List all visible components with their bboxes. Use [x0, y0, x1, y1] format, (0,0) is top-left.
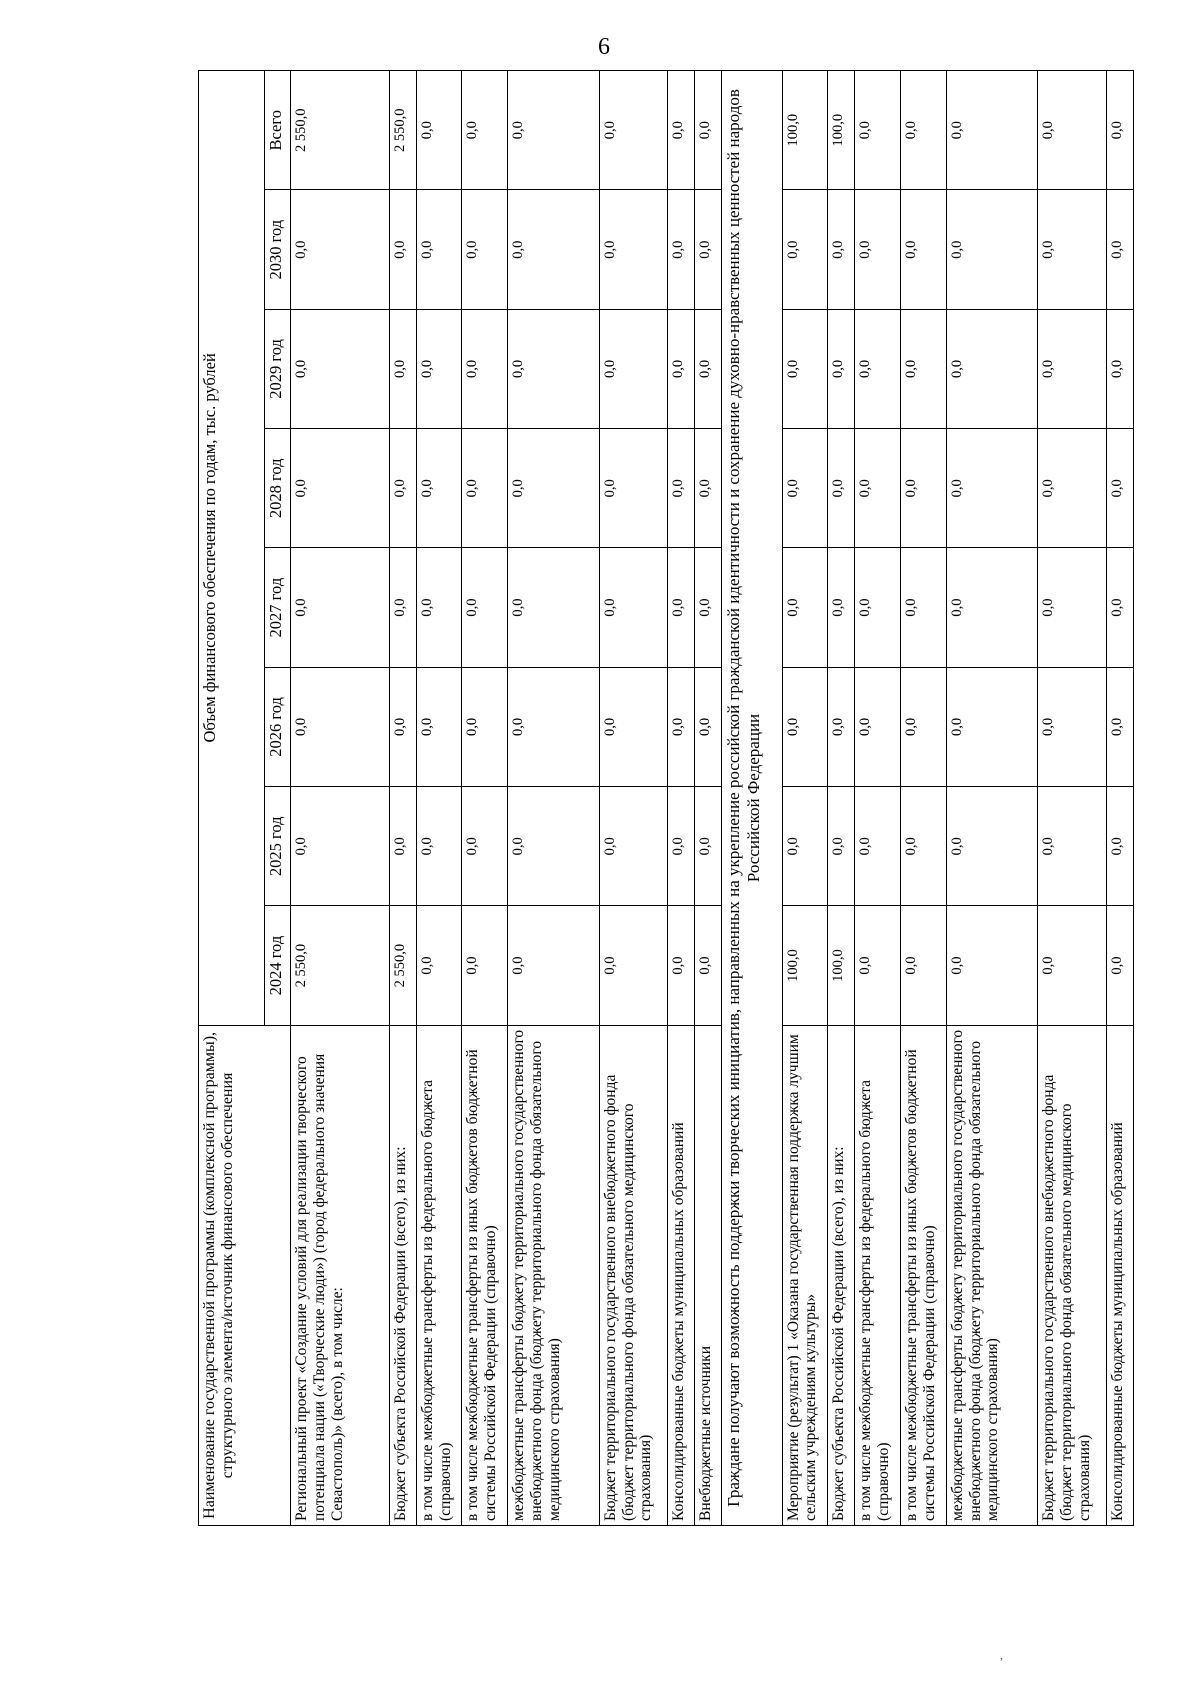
value-cell: 0,0: [389, 429, 416, 548]
value-cell: 0,0: [695, 787, 722, 906]
value-cell: 2 550,0: [291, 906, 390, 1025]
year-header: 2030 год: [265, 190, 291, 309]
table-row: [695, 71, 722, 1526]
value-cell: 0,0: [462, 429, 508, 548]
value-cell: 0,0: [946, 906, 1037, 1025]
value-cell: 0,0: [416, 190, 462, 309]
value-cell: 0,0: [291, 190, 390, 309]
row-label: Бюджет территориального государственного внебюджетного фонда (бюджет территориального фонда обязательного медицинского страхования): [599, 1025, 668, 1525]
value-cell: 0,0: [599, 548, 668, 667]
value-cell: 0,0: [782, 667, 828, 786]
value-cell: 0,0: [389, 190, 416, 309]
row-label: Бюджет территориального государственного внебюджетного фонда (бюджет территориального фонда обязательного медицинского страхования): [1038, 1025, 1107, 1525]
value-cell: 0,0: [782, 190, 828, 309]
value-cell: 0,0: [946, 429, 1037, 548]
value-cell: 0,0: [416, 667, 462, 786]
value-cell: 0,0: [508, 906, 599, 1025]
table-row: [462, 71, 508, 1526]
value-cell: 0,0: [901, 309, 947, 428]
value-cell: 0,0: [416, 429, 462, 548]
value-cell: 0,0: [1106, 548, 1133, 667]
row-label: Бюджет субъекта Российской Федерации (всего), из них:: [828, 1025, 855, 1525]
table-row: [901, 71, 947, 1526]
year-header: 2027 год: [265, 548, 291, 667]
value-cell: 0,0: [462, 667, 508, 786]
value-cell: 0,0: [462, 548, 508, 667]
value-cell: 0,0: [855, 309, 901, 428]
row-label: Региональный проект «Создание условий для реализации творческого потенциала нации («Творческие люди») (город федерального значения Севастополь)» (всего), в том числе:: [291, 1025, 390, 1525]
value-cell: 0,0: [828, 787, 855, 906]
value-cell: 0,0: [782, 548, 828, 667]
scan-mark: ,: [1000, 1648, 1003, 1662]
value-cell: 0,0: [668, 309, 695, 428]
rotated-table-container: [198, 70, 1134, 1526]
total-cell: 0,0: [416, 71, 462, 190]
row-label: в том числе межбюджетные трансферты из федерального бюджета (справочно): [855, 1025, 901, 1525]
value-cell: 0,0: [855, 787, 901, 906]
value-cell: 0,0: [828, 548, 855, 667]
table-row: [416, 71, 462, 1526]
table-row: [828, 71, 855, 1526]
value-cell: 0,0: [901, 906, 947, 1025]
value-cell: 0,0: [1038, 309, 1107, 428]
value-cell: 0,0: [1106, 190, 1133, 309]
value-cell: 0,0: [1038, 906, 1107, 1025]
total-cell: 0,0: [1106, 71, 1133, 190]
table-row: [389, 71, 416, 1526]
total-cell: 2 550,0: [389, 71, 416, 190]
year-header: 2029 год: [265, 309, 291, 428]
value-cell: 0,0: [1106, 309, 1133, 428]
value-cell: 0,0: [508, 190, 599, 309]
name-column-header: Наименование государственной программы (комплексной программы), структурного элемента/источник финансового обеспечения: [199, 1025, 291, 1525]
table-row: [291, 71, 390, 1526]
total-cell: 2 550,0: [291, 71, 390, 190]
value-cell: 0,0: [668, 667, 695, 786]
value-cell: 0,0: [416, 548, 462, 667]
financing-table: [198, 70, 1134, 1526]
total-cell: 0,0: [508, 71, 599, 190]
value-cell: 0,0: [946, 667, 1037, 786]
row-label: Бюджет субъекта Российской Федерации (всего), из них:: [389, 1025, 416, 1525]
table-row: [946, 71, 1037, 1526]
value-cell: 0,0: [901, 787, 947, 906]
value-cell: 0,0: [508, 429, 599, 548]
value-cell: 0,0: [946, 190, 1037, 309]
value-cell: 0,0: [508, 667, 599, 786]
page-number: 6: [598, 34, 610, 60]
value-cell: 0,0: [695, 667, 722, 786]
value-cell: 0,0: [389, 548, 416, 667]
value-cell: 0,0: [828, 667, 855, 786]
value-cell: 0,0: [901, 667, 947, 786]
value-cell: 100,0: [782, 906, 828, 1025]
value-cell: 0,0: [828, 190, 855, 309]
total-cell: 0,0: [855, 71, 901, 190]
value-cell: 0,0: [599, 309, 668, 428]
value-cell: 0,0: [668, 548, 695, 667]
value-cell: 0,0: [599, 906, 668, 1025]
value-cell: 0,0: [508, 787, 599, 906]
value-cell: 0,0: [1038, 190, 1107, 309]
value-cell: 0,0: [1106, 787, 1133, 906]
value-cell: 0,0: [855, 906, 901, 1025]
value-cell: 0,0: [901, 548, 947, 667]
total-cell: 0,0: [668, 71, 695, 190]
table-row: [508, 71, 599, 1526]
value-cell: 0,0: [1106, 429, 1133, 548]
value-cell: 0,0: [1106, 906, 1133, 1025]
value-cell: 0,0: [828, 309, 855, 428]
table-row: [599, 71, 668, 1526]
row-label: в том числе межбюджетные трансферты из иных бюджетов бюджетной системы Российской Федерации (справочно): [462, 1025, 508, 1525]
value-cell: 0,0: [1038, 667, 1107, 786]
value-cell: 0,0: [782, 309, 828, 428]
row-label: в том числе межбюджетные трансферты из иных бюджетов бюджетной системы Российской Федерации (справочно): [901, 1025, 947, 1525]
total-cell: 0,0: [1038, 71, 1107, 190]
table-row: [668, 71, 695, 1526]
value-cell: 0,0: [462, 906, 508, 1025]
total-cell: 0,0: [946, 71, 1037, 190]
table-row: [782, 71, 828, 1526]
table-row: [1038, 71, 1107, 1526]
value-cell: 0,0: [855, 548, 901, 667]
value-cell: 0,0: [855, 667, 901, 786]
value-cell: 0,0: [946, 309, 1037, 428]
row-label: Мероприятие (результат) 1 «Оказана государственная поддержка лучшим сельским учреждениям культуры»: [782, 1025, 828, 1525]
value-cell: 0,0: [782, 429, 828, 548]
section-title: Граждане получают возможность поддержки творческих инициатив, направленных на укрепление российской гражданской идентичности и сохранение духовно-нравственных ценностей народов Российской Федерации: [722, 71, 782, 1526]
value-cell: 0,0: [946, 787, 1037, 906]
value-cell: 0,0: [946, 548, 1037, 667]
value-cell: 0,0: [462, 309, 508, 428]
value-cell: 0,0: [389, 667, 416, 786]
row-label: Консолидированные бюджеты муниципальных образований: [668, 1025, 695, 1525]
value-cell: 0,0: [668, 429, 695, 548]
value-cell: 0,0: [291, 429, 390, 548]
value-cell: 0,0: [901, 429, 947, 548]
value-cell: 0,0: [508, 309, 599, 428]
value-cell: 0,0: [599, 787, 668, 906]
value-cell: 0,0: [1038, 429, 1107, 548]
value-cell: 0,0: [1038, 548, 1107, 667]
value-cell: 0,0: [416, 309, 462, 428]
value-cell: 100,0: [828, 906, 855, 1025]
value-cell: 0,0: [291, 787, 390, 906]
value-cell: 0,0: [695, 309, 722, 428]
table-row: [855, 71, 901, 1526]
value-cell: 0,0: [389, 309, 416, 428]
value-cell: 0,0: [508, 548, 599, 667]
value-cell: 2 550,0: [389, 906, 416, 1025]
value-cell: 0,0: [416, 906, 462, 1025]
value-cell: 0,0: [695, 548, 722, 667]
value-cell: 0,0: [695, 190, 722, 309]
value-cell: 0,0: [695, 906, 722, 1025]
value-cell: 0,0: [599, 429, 668, 548]
table-row: [1106, 71, 1133, 1526]
value-cell: 0,0: [695, 429, 722, 548]
row-label: Консолидированные бюджеты муниципальных образований: [1106, 1025, 1133, 1525]
value-cell: 0,0: [782, 787, 828, 906]
total-cell: 100,0: [782, 71, 828, 190]
value-cell: 0,0: [828, 429, 855, 548]
value-cell: 0,0: [599, 667, 668, 786]
value-cell: 0,0: [668, 787, 695, 906]
value-cell: 0,0: [291, 548, 390, 667]
value-cell: 0,0: [462, 190, 508, 309]
value-cell: 0,0: [416, 787, 462, 906]
value-cell: 0,0: [668, 190, 695, 309]
year-header: 2025 год: [265, 787, 291, 906]
row-label: межбюджетные трансферты бюджету территориального государственного внебюджетного фонда (бюджету территориального фонда обязательного медицинского страхования): [508, 1025, 599, 1525]
value-cell: 0,0: [389, 787, 416, 906]
total-cell: 0,0: [901, 71, 947, 190]
value-cell: 0,0: [668, 906, 695, 1025]
total-header: Всего: [265, 71, 291, 190]
year-header: 2028 год: [265, 429, 291, 548]
value-cell: 0,0: [1106, 667, 1133, 786]
total-cell: 0,0: [599, 71, 668, 190]
value-cell: 0,0: [855, 429, 901, 548]
value-cell: 0,0: [1038, 787, 1107, 906]
total-cell: 0,0: [695, 71, 722, 190]
value-cell: 0,0: [901, 190, 947, 309]
row-label: межбюджетные трансферты бюджету территориального государственного внебюджетного фонда (бюджету территориального фонда обязательного медицинского страхования): [946, 1025, 1037, 1525]
value-cell: 0,0: [462, 787, 508, 906]
year-header: 2024 год: [265, 906, 291, 1025]
financing-group-header: Объем финансового обеспечения по годам, тыс. рублей: [199, 71, 265, 1026]
value-cell: 0,0: [599, 190, 668, 309]
total-cell: 100,0: [828, 71, 855, 190]
year-header: 2026 год: [265, 667, 291, 786]
row-label: в том числе межбюджетные трансферты из федерального бюджета (справочно): [416, 1025, 462, 1525]
total-cell: 0,0: [462, 71, 508, 190]
value-cell: 0,0: [291, 667, 390, 786]
value-cell: 0,0: [291, 309, 390, 428]
value-cell: 0,0: [855, 190, 901, 309]
row-label: Внебюджетные источники: [695, 1025, 722, 1525]
